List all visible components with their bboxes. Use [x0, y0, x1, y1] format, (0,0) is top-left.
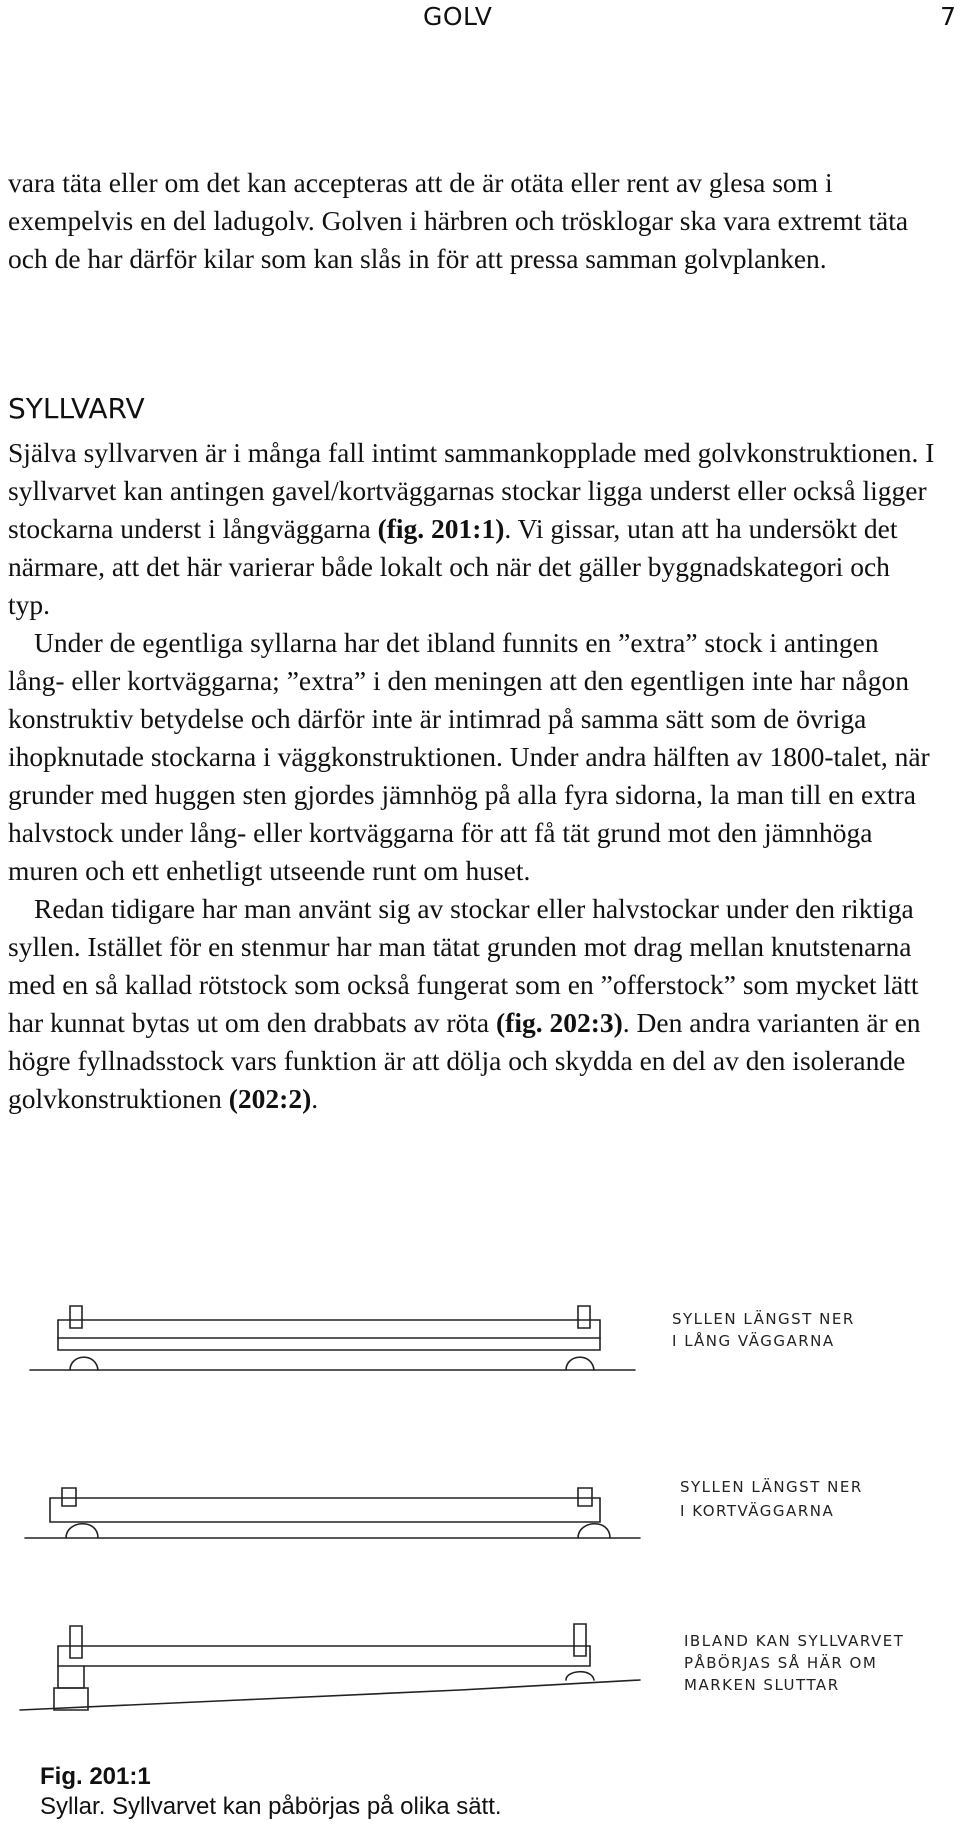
figure-sill-sketches: [0, 1270, 960, 1730]
section-heading: SYLLVARV: [8, 392, 145, 425]
sketch-1: [30, 1306, 635, 1370]
figure-reference: (fig. 202:3): [496, 1007, 623, 1038]
sketch-3-label-line3: MARKEN SLUTTAR: [684, 1676, 840, 1694]
sketch-3: [20, 1624, 640, 1710]
page-number: 7: [940, 2, 956, 31]
paragraph-syllvarv-text-a: Själva syllvarven är i många fall intimt sammankopplade med golvkonstruktionen. I syllvarvet kan antingen gavel/kortväggarnas stockar ligga underst eller också ligger stockarna underst i långväggarna: [8, 437, 935, 544]
sketch-1-label-line1: SYLLEN LÄNGST NER: [672, 1310, 855, 1328]
paragraph-continued: vara täta eller om det kan accepteras att de är otäta eller rent av glesa som i exempelvis en del ladugolv. Golven i härbren och trösklogar ska vara extremt täta och de har därför kilar som kan slås in för att pressa samman golvplanken.: [8, 167, 909, 274]
paragraph-syllvarv-text-b: . Vi gissar, utan att ha undersökt det närmare, att det här varierar både lokalt och när det gäller byggnadskategori och typ.: [8, 513, 898, 620]
section-body: [8, 434, 938, 1118]
paragraph-rotstock: [8, 890, 938, 1118]
figure-caption-text: Syllar. Syllvarvet kan påbörjas på olika sätt.: [40, 1793, 502, 1820]
running-title: GOLV: [423, 2, 493, 31]
page-header: [0, 0, 960, 36]
figure-reference: (202:2): [228, 1083, 312, 1114]
figure-reference: (fig. 201:1): [377, 513, 505, 544]
sketch-3-label-line1: IBLAND KAN SYLLVARVET: [684, 1632, 905, 1650]
paragraph-extra-stock: Under de egentliga syllarna har det ibland funnits en ”extra” stock i antingen lång- eller kortväggarna; ”extra” i den meningen att den egentligen inte har någon konstruktiv betydelse och därför inte är intimrad på samma sätt som de övriga ihopknutade stockarna i väggkonstruktionen. Under andra hälften av 1800-talet, när grunder med huggen sten gjordes jämnhög på alla fyra sidorna, la man till en extra halvstock under lång- eller kortväggarna för att få tät grund mot den jämnhöga muren och ett enhetligt utseende runt om huset.: [8, 627, 930, 886]
sketch-2-label-line2: I KORTVÄGGARNA: [680, 1502, 835, 1520]
figure-number: Fig. 201:1: [40, 1763, 151, 1790]
sketch-1-label-line2: I LÅNG VÄGGARNA: [672, 1332, 835, 1350]
sketch-2: [25, 1488, 640, 1538]
paragraph-syllvarv: [8, 437, 934, 620]
sketch-3-label-line2: PÅBÖRJAS SÅ HÄR OM: [684, 1654, 878, 1672]
figure-caption: [40, 1762, 502, 1822]
paragraph-rotstock-text-c: .: [311, 1083, 319, 1114]
paragraph-rotstock-text-a: Redan tidigare har man använt sig av stockar eller halvstockar under den riktiga syllen. Istället för en stenmur har man tätat grunden mot drag mellan knutstenarna med en så kallad rötstock som också fungerat som en ”offerstock” som mycket lätt har kunnat bytas ut om den drabbats av röta: [8, 893, 919, 1038]
sketch-2-label-line1: SYLLEN LÄNGST NER: [680, 1478, 863, 1496]
paragraph-rotstock-text-b: . Den andra varianten är en högre fyllnadsstock vars funktion är att dölja och skydda en del av den isolerande golvkonstruktionen: [8, 1007, 921, 1114]
sketch-drawing: [0, 1270, 960, 1730]
